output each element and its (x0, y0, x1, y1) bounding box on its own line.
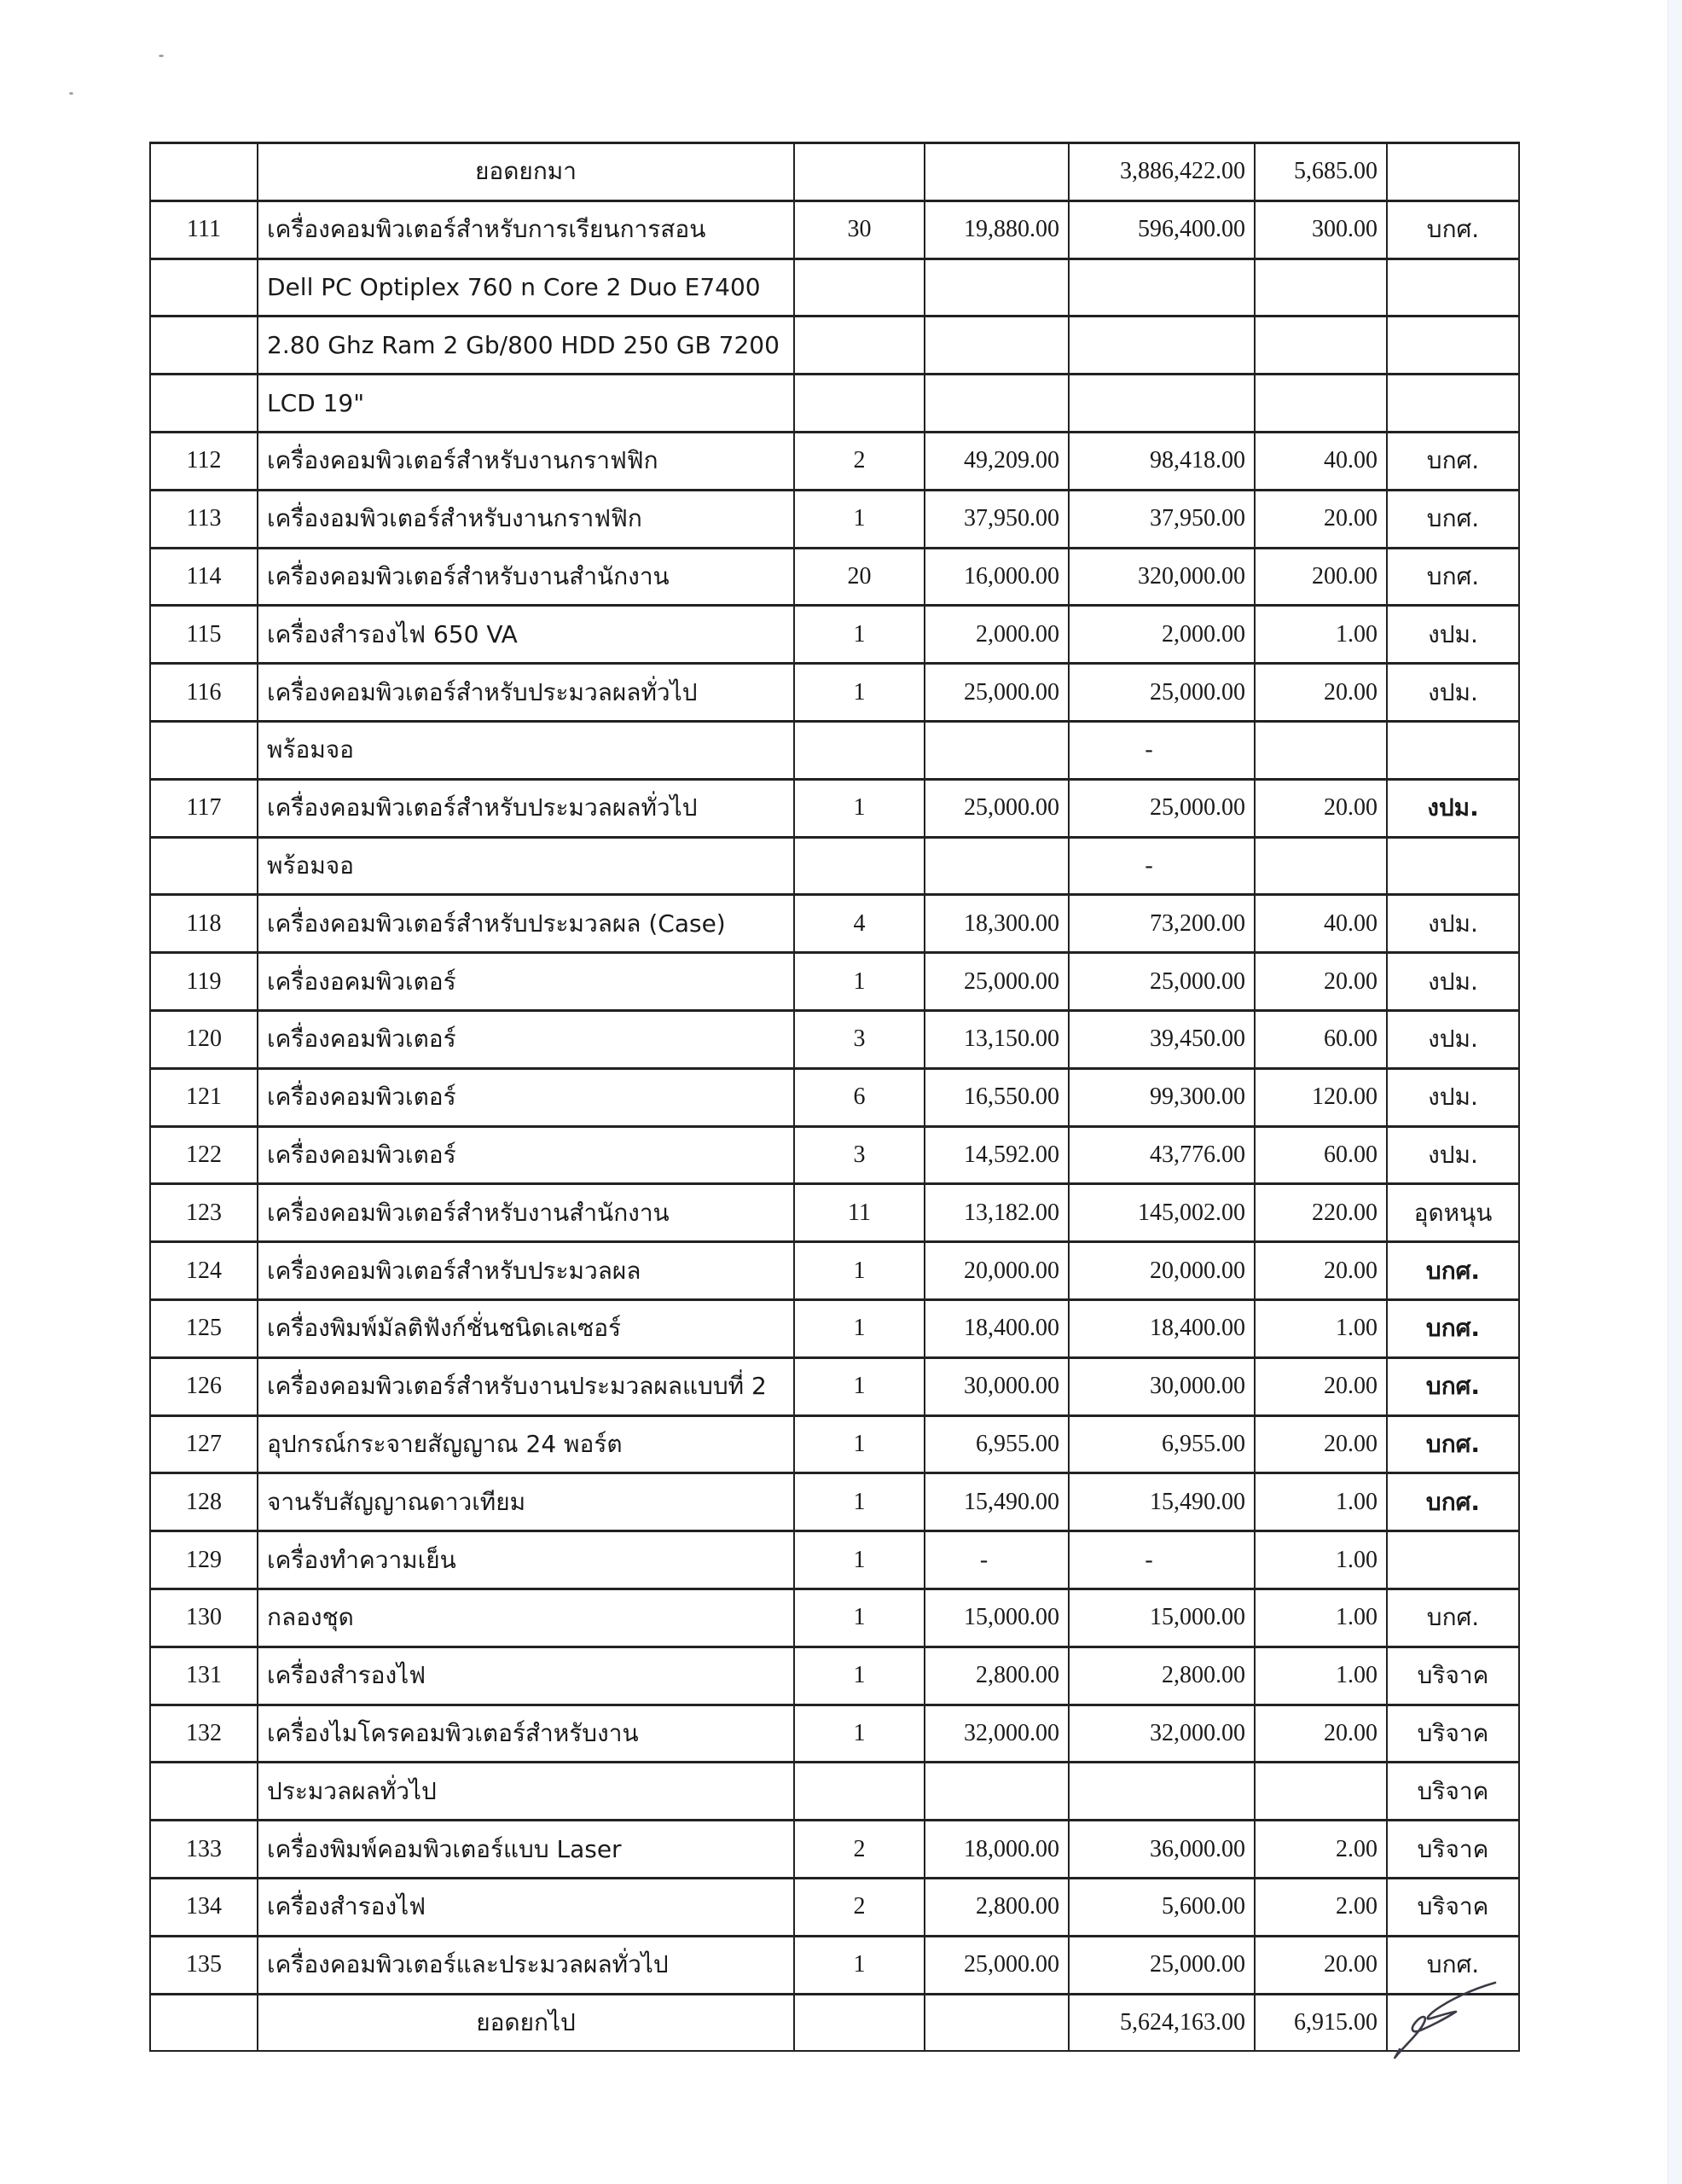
table-row-continuation (150, 1763, 1519, 1821)
cell-total: 25,000.00 (1069, 1936, 1255, 1994)
cell-depreciation: 60.00 (1255, 1010, 1387, 1068)
table-row (150, 1184, 1519, 1242)
table-row (150, 1531, 1519, 1589)
cell-qty: 1 (794, 1242, 925, 1300)
cell-description: เครื่องคอมพิวเตอร์และประมวลผลทั่วไป (258, 1936, 794, 1994)
cell-source: งปม. (1387, 664, 1519, 722)
cell-no: 117 (150, 779, 258, 837)
cell-description: เครื่องพิมพ์มัลติฟังก์ชั่นชนิดเลเซอร์ (258, 1299, 794, 1357)
cell-unit-price (925, 143, 1069, 201)
cell-qty: 3 (794, 1126, 925, 1184)
cell-unit-price: 15,000.00 (925, 1589, 1069, 1647)
carried-over-total: 5,624,163.00 (1069, 1994, 1255, 2051)
cell-qty: 1 (794, 1531, 925, 1589)
scan-edge (1668, 0, 1682, 2184)
carried-forward-depreciation: 5,685.00 (1255, 143, 1387, 201)
cell-qty (794, 1763, 925, 1821)
cell-source: บกศ. (1387, 1299, 1519, 1357)
cell-total: 99,300.00 (1069, 1068, 1255, 1126)
cell-qty: 1 (794, 490, 925, 548)
cell-depreciation: 20.00 (1255, 779, 1387, 837)
cell-description: เครื่องคอมพิวเตอร์สำหรับประมวลผล (258, 1242, 794, 1300)
cell-qty: 1 (794, 1936, 925, 1994)
cell-qty: 1 (794, 664, 925, 722)
scan-speck (69, 92, 73, 95)
cell-no (150, 1763, 258, 1821)
cell-description: เครื่องคอมพิวเตอร์สำหรับงานประมวลผลแบบที่ 2 (258, 1357, 794, 1415)
cell-no (150, 258, 258, 317)
cell-depreciation: 1.00 (1255, 1299, 1387, 1357)
cell-source: บกศ. (1387, 1242, 1519, 1300)
table-row (150, 1415, 1519, 1473)
cell-unit-price (925, 837, 1069, 895)
table-row (150, 1705, 1519, 1763)
cell-unit-price: 18,000.00 (925, 1821, 1069, 1879)
cell-depreciation: 40.00 (1255, 895, 1387, 953)
table-row (150, 1589, 1519, 1647)
cell-unit-price: 18,400.00 (925, 1299, 1069, 1357)
cell-description: เครื่องคอมพิวเตอร์สำหรับงานกราฟฟิก (258, 432, 794, 490)
cell-no: 132 (150, 1705, 258, 1763)
cell-source (1387, 143, 1519, 201)
cell-depreciation: 1.00 (1255, 606, 1387, 664)
cell-depreciation: 2.00 (1255, 1878, 1387, 1936)
cell-total: 25,000.00 (1069, 664, 1255, 722)
cell-source: งปม. (1387, 1068, 1519, 1126)
table-row (150, 1357, 1519, 1415)
cell-source: บกศ. (1387, 200, 1519, 258)
cell-unit-price (925, 1763, 1069, 1821)
cell-no: 128 (150, 1473, 258, 1531)
table-row (150, 779, 1519, 837)
cell-source: บริจาค (1387, 1821, 1519, 1879)
cell-unit-price: 25,000.00 (925, 953, 1069, 1011)
cell-no: 130 (150, 1589, 258, 1647)
carried-forward-row (150, 143, 1519, 201)
cell-total: 15,490.00 (1069, 1473, 1255, 1531)
cell-source: บริจาค (1387, 1647, 1519, 1705)
cell-depreciation (1255, 721, 1387, 779)
table-row-continuation (150, 375, 1519, 433)
cell-total (1069, 258, 1255, 317)
cell-qty (794, 375, 925, 433)
cell-unit-price: 6,955.00 (925, 1415, 1069, 1473)
table-row (150, 664, 1519, 722)
table-row (150, 1473, 1519, 1531)
table-row (150, 1821, 1519, 1879)
cell-no: 129 (150, 1531, 258, 1589)
cell-depreciation: 120.00 (1255, 1068, 1387, 1126)
cell-total: 5,600.00 (1069, 1878, 1255, 1936)
asset-ledger-table (149, 142, 1520, 2052)
table-row (150, 953, 1519, 1011)
cell-source: บกศ. (1387, 1415, 1519, 1473)
cell-no: 135 (150, 1936, 258, 1994)
cell-no: 131 (150, 1647, 258, 1705)
cell-qty: 1 (794, 1415, 925, 1473)
cell-total: 145,002.00 (1069, 1184, 1255, 1242)
table-row (150, 1936, 1519, 1994)
signature-icon (1378, 1978, 1505, 2063)
cell-depreciation: 20.00 (1255, 953, 1387, 1011)
cell-total: 320,000.00 (1069, 548, 1255, 606)
table-row (150, 1878, 1519, 1936)
cell-source (1387, 721, 1519, 779)
table-row (150, 1299, 1519, 1357)
cell-unit-price: 15,490.00 (925, 1473, 1069, 1531)
cell-description: จานรับสัญญาณดาวเทียม (258, 1473, 794, 1531)
cell-description: Dell PC Optiplex 760 n Core 2 Duo E7400 (258, 258, 794, 317)
cell-description: เครื่องคอมพิวเตอร์สำหรับงานสำนักงาน (258, 548, 794, 606)
cell-qty (794, 258, 925, 317)
cell-total: 2,800.00 (1069, 1647, 1255, 1705)
cell-no: 125 (150, 1299, 258, 1357)
table-row (150, 1647, 1519, 1705)
cell-description: อุปกรณ์กระจายสัญญาณ 24 พอร์ต (258, 1415, 794, 1473)
cell-unit-price: 14,592.00 (925, 1126, 1069, 1184)
table-row (150, 1126, 1519, 1184)
cell-unit-price: 16,000.00 (925, 548, 1069, 606)
cell-qty (794, 143, 925, 201)
cell-source: งปม. (1387, 895, 1519, 953)
cell-no (150, 721, 258, 779)
cell-no (150, 837, 258, 895)
table-row (150, 1010, 1519, 1068)
cell-total: 36,000.00 (1069, 1821, 1255, 1879)
cell-total: 32,000.00 (1069, 1705, 1255, 1763)
cell-description: เครื่องอคมพิวเตอร์ (258, 953, 794, 1011)
cell-description: เครื่องพิมพ์คอมพิวเตอร์แบบ Laser (258, 1821, 794, 1879)
table-row (150, 432, 1519, 490)
cell-unit-price (925, 721, 1069, 779)
cell-source: บริจาค (1387, 1878, 1519, 1936)
cell-qty: 11 (794, 1184, 925, 1242)
cell-total: - (1069, 837, 1255, 895)
cell-unit-price: 37,950.00 (925, 490, 1069, 548)
table-row-continuation (150, 317, 1519, 375)
cell-qty: 4 (794, 895, 925, 953)
cell-no: 127 (150, 1415, 258, 1473)
cell-total: 98,418.00 (1069, 432, 1255, 490)
cell-unit-price: 25,000.00 (925, 1936, 1069, 1994)
cell-depreciation: 1.00 (1255, 1647, 1387, 1705)
cell-source: บกศ. (1387, 432, 1519, 490)
scan-speck (159, 55, 164, 57)
cell-total: 2,000.00 (1069, 606, 1255, 664)
cell-depreciation: 220.00 (1255, 1184, 1387, 1242)
cell-unit-price (925, 258, 1069, 317)
cell-source: งปม. (1387, 779, 1519, 837)
cell-depreciation: 60.00 (1255, 1126, 1387, 1184)
cell-qty: 3 (794, 1010, 925, 1068)
cell-total (1069, 317, 1255, 375)
cell-depreciation: 20.00 (1255, 490, 1387, 548)
carried-over-label: ยอดยกไป (258, 1994, 794, 2051)
cell-no: 120 (150, 1010, 258, 1068)
carried-over-depreciation: 6,915.00 (1255, 1994, 1387, 2051)
cell-depreciation (1255, 837, 1387, 895)
cell-source: บกศ. (1387, 1473, 1519, 1531)
cell-total: 25,000.00 (1069, 953, 1255, 1011)
table-row (150, 606, 1519, 664)
cell-description: เครื่องสำรองไฟ (258, 1878, 794, 1936)
cell-unit-price: 30,000.00 (925, 1357, 1069, 1415)
cell-total: 20,000.00 (1069, 1242, 1255, 1300)
cell-qty: 1 (794, 779, 925, 837)
cell-qty: 2 (794, 432, 925, 490)
cell-qty: 6 (794, 1068, 925, 1126)
table-row (150, 200, 1519, 258)
cell-depreciation: 20.00 (1255, 1415, 1387, 1473)
table-row (150, 1068, 1519, 1126)
cell-depreciation: 40.00 (1255, 432, 1387, 490)
carried-over-row (150, 1994, 1519, 2051)
cell-description: เครื่องไมโครคอมพิวเตอร์สำหรับงาน (258, 1705, 794, 1763)
cell-total: 25,000.00 (1069, 779, 1255, 837)
cell-description: 2.80 Ghz Ram 2 Gb/800 HDD 250 GB 7200 (258, 317, 794, 375)
cell-no: 122 (150, 1126, 258, 1184)
cell-source: งปม. (1387, 606, 1519, 664)
cell-description: เครื่องคอมพิวเตอร์ (258, 1010, 794, 1068)
cell-no: 112 (150, 432, 258, 490)
cell-description: เครื่องคอมพิวเตอร์สำหรับประมวลผลทั่วไป (258, 779, 794, 837)
cell-description: เครื่องคอมพิวเตอร์ (258, 1126, 794, 1184)
cell-unit-price (925, 1994, 1069, 2051)
cell-depreciation: 1.00 (1255, 1531, 1387, 1589)
cell-qty: 1 (794, 1473, 925, 1531)
cell-no: 124 (150, 1242, 258, 1300)
cell-unit-price: 32,000.00 (925, 1705, 1069, 1763)
carried-forward-total: 3,886,422.00 (1069, 143, 1255, 201)
cell-qty: 2 (794, 1878, 925, 1936)
cell-description: เครื่องคอมพิวเตอร์สำหรับการเรียนการสอน (258, 200, 794, 258)
cell-no: 114 (150, 548, 258, 606)
cell-qty (794, 837, 925, 895)
cell-description: พร้อมจอ (258, 721, 794, 779)
cell-no: 118 (150, 895, 258, 953)
cell-description: เครื่องสำรองไฟ (258, 1647, 794, 1705)
cell-unit-price: 2,000.00 (925, 606, 1069, 664)
cell-no: 123 (150, 1184, 258, 1242)
cell-description: ประมวลผลทั่วไป (258, 1763, 794, 1821)
cell-no (150, 317, 258, 375)
cell-description: เครื่องคอมพิวเตอร์สำหรับประมวลผล (Case) (258, 895, 794, 953)
cell-source (1387, 375, 1519, 433)
cell-unit-price: 25,000.00 (925, 664, 1069, 722)
cell-total: 596,400.00 (1069, 200, 1255, 258)
cell-qty (794, 721, 925, 779)
cell-qty: 20 (794, 548, 925, 606)
cell-no: 116 (150, 664, 258, 722)
cell-qty: 1 (794, 953, 925, 1011)
cell-source: บกศ. (1387, 1936, 1519, 1994)
cell-unit-price: 19,880.00 (925, 200, 1069, 258)
cell-description: เครื่องอมพิวเตอร์สำหรับงานกราฟฟิก (258, 490, 794, 548)
cell-description: LCD 19" (258, 375, 794, 433)
table-row (150, 490, 1519, 548)
cell-source: งปม. (1387, 953, 1519, 1011)
cell-total: 30,000.00 (1069, 1357, 1255, 1415)
cell-source: บกศ. (1387, 1357, 1519, 1415)
cell-total: - (1069, 1531, 1255, 1589)
cell-source: อุดหนุน (1387, 1184, 1519, 1242)
cell-depreciation: 20.00 (1255, 1357, 1387, 1415)
cell-depreciation: 20.00 (1255, 664, 1387, 722)
cell-total: 18,400.00 (1069, 1299, 1255, 1357)
cell-unit-price: 20,000.00 (925, 1242, 1069, 1300)
cell-no (150, 375, 258, 433)
cell-no: 126 (150, 1357, 258, 1415)
cell-description: เครื่องคอมพิวเตอร์ (258, 1068, 794, 1126)
table-row-continuation (150, 258, 1519, 317)
cell-total: 39,450.00 (1069, 1010, 1255, 1068)
cell-no: 113 (150, 490, 258, 548)
table-row-continuation (150, 721, 1519, 779)
cell-depreciation: 20.00 (1255, 1242, 1387, 1300)
cell-description: พร้อมจอ (258, 837, 794, 895)
cell-depreciation (1255, 258, 1387, 317)
table-row (150, 895, 1519, 953)
cell-depreciation: 1.00 (1255, 1589, 1387, 1647)
cell-no: 121 (150, 1068, 258, 1126)
cell-depreciation (1255, 1763, 1387, 1821)
cell-description: เครื่องทำความเย็น (258, 1531, 794, 1589)
cell-no (150, 1994, 258, 2051)
cell-total: 15,000.00 (1069, 1589, 1255, 1647)
cell-source (1387, 837, 1519, 895)
cell-no: 115 (150, 606, 258, 664)
cell-source: งปม. (1387, 1126, 1519, 1184)
cell-qty (794, 317, 925, 375)
cell-unit-price: 2,800.00 (925, 1878, 1069, 1936)
cell-source (1387, 1531, 1519, 1589)
cell-source (1387, 258, 1519, 317)
cell-unit-price: 49,209.00 (925, 432, 1069, 490)
carried-forward-label: ยอดยกมา (258, 143, 794, 201)
cell-unit-price: 16,550.00 (925, 1068, 1069, 1126)
table-row-continuation (150, 837, 1519, 895)
cell-qty: 1 (794, 1705, 925, 1763)
cell-unit-price (925, 375, 1069, 433)
cell-description: เครื่องคอมพิวเตอร์สำหรับประมวลผลทั่วไป (258, 664, 794, 722)
cell-unit-price: 13,150.00 (925, 1010, 1069, 1068)
cell-depreciation (1255, 317, 1387, 375)
table-row (150, 1242, 1519, 1300)
cell-source: บกศ. (1387, 1589, 1519, 1647)
cell-qty: 1 (794, 1647, 925, 1705)
cell-depreciation: 1.00 (1255, 1473, 1387, 1531)
cell-no: 133 (150, 1821, 258, 1879)
cell-unit-price: 2,800.00 (925, 1647, 1069, 1705)
cell-depreciation: 20.00 (1255, 1705, 1387, 1763)
cell-depreciation: 20.00 (1255, 1936, 1387, 1994)
cell-total: 37,950.00 (1069, 490, 1255, 548)
cell-unit-price: - (925, 1531, 1069, 1589)
cell-total: 6,955.00 (1069, 1415, 1255, 1473)
cell-no: 119 (150, 953, 258, 1011)
cell-unit-price: 13,182.00 (925, 1184, 1069, 1242)
cell-description: เครื่องสำรองไฟ 650 VA (258, 606, 794, 664)
cell-total: 73,200.00 (1069, 895, 1255, 953)
cell-source: บกศ. (1387, 490, 1519, 548)
cell-source: งปม. (1387, 1010, 1519, 1068)
cell-description: กลองชุด (258, 1589, 794, 1647)
cell-total (1069, 1763, 1255, 1821)
cell-unit-price: 18,300.00 (925, 895, 1069, 953)
cell-depreciation: 2.00 (1255, 1821, 1387, 1879)
cell-source (1387, 317, 1519, 375)
cell-no: 111 (150, 200, 258, 258)
cell-total: 43,776.00 (1069, 1126, 1255, 1184)
cell-no (150, 143, 258, 201)
cell-depreciation: 200.00 (1255, 548, 1387, 606)
cell-depreciation: 300.00 (1255, 200, 1387, 258)
cell-depreciation (1255, 375, 1387, 433)
cell-total (1069, 375, 1255, 433)
cell-qty (794, 1994, 925, 2051)
cell-source: บกศ. (1387, 548, 1519, 606)
cell-unit-price (925, 317, 1069, 375)
cell-qty: 1 (794, 1299, 925, 1357)
table-row (150, 548, 1519, 606)
cell-description: เครื่องคอมพิวเตอร์สำหรับงานสำนักงาน (258, 1184, 794, 1242)
cell-total: - (1069, 721, 1255, 779)
cell-source: บริจาค (1387, 1705, 1519, 1763)
cell-qty: 30 (794, 200, 925, 258)
cell-qty: 1 (794, 1589, 925, 1647)
cell-qty: 2 (794, 1821, 925, 1879)
cell-no: 134 (150, 1878, 258, 1936)
cell-qty: 1 (794, 1357, 925, 1415)
cell-source: บริจาค (1387, 1763, 1519, 1821)
cell-unit-price: 25,000.00 (925, 779, 1069, 837)
cell-qty: 1 (794, 606, 925, 664)
